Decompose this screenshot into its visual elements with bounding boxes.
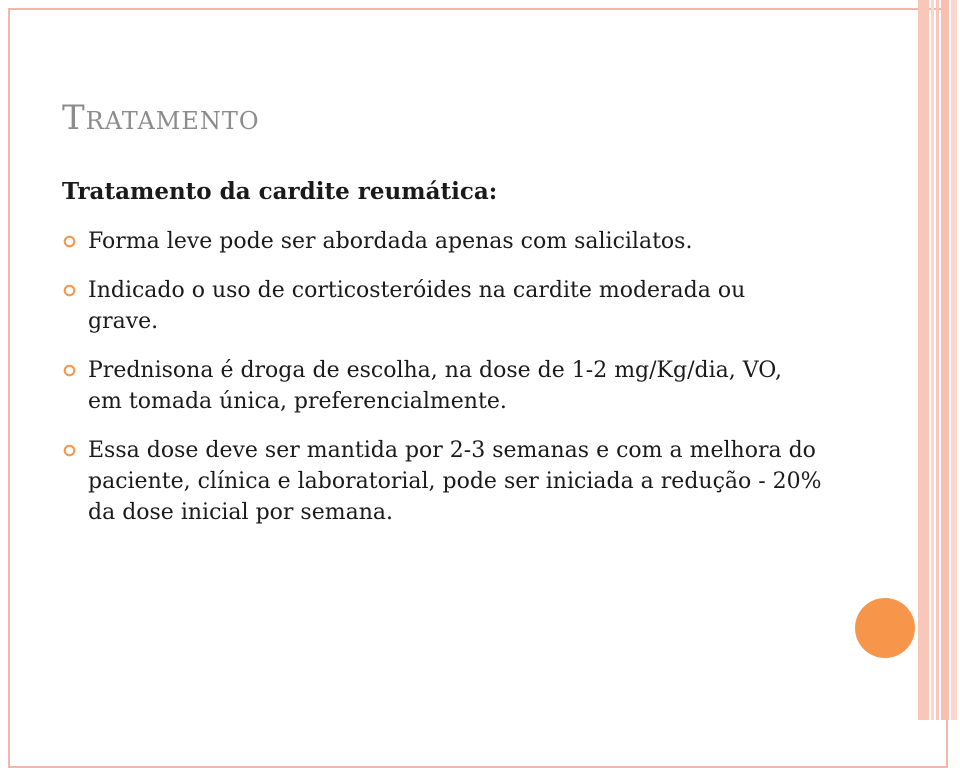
bullet-ring-icon [63,444,76,457]
orange-circle-icon [855,598,915,658]
decorative-stripe [931,0,934,720]
decorative-stripe [936,0,939,720]
bullet-ring-icon [63,284,76,297]
list-item [62,226,822,257]
list-item [62,275,822,337]
section-heading: Tratamento da cardite reumática: [62,178,498,205]
decorative-stripe [918,0,929,720]
decorative-stripe [951,0,957,720]
bullet-ring-icon [63,364,76,377]
list-item [62,435,822,528]
bullet-text: Prednisona é droga de escolha, na dose de 1-2 mg/Kg/dia, VO, em tomada única, preferencialmente. [88,358,782,414]
decorative-stripe [941,0,949,720]
slide-title: Tratamento [62,98,260,138]
bullet-text: Forma leve pode ser abordada apenas com salicilatos. [88,229,693,254]
bullet-text: Indicado o uso de corticosteróides na cardite moderada ou grave. [88,278,746,334]
bullet-text: Essa dose deve ser mantida por 2-3 semanas e com a melhora do paciente, clínica e laboratorial, pode ser iniciada a redução - 20% da dose inicial por semana. [88,438,822,525]
bullet-ring-icon [63,235,76,248]
list-item [62,355,822,417]
bullet-list [62,226,822,546]
